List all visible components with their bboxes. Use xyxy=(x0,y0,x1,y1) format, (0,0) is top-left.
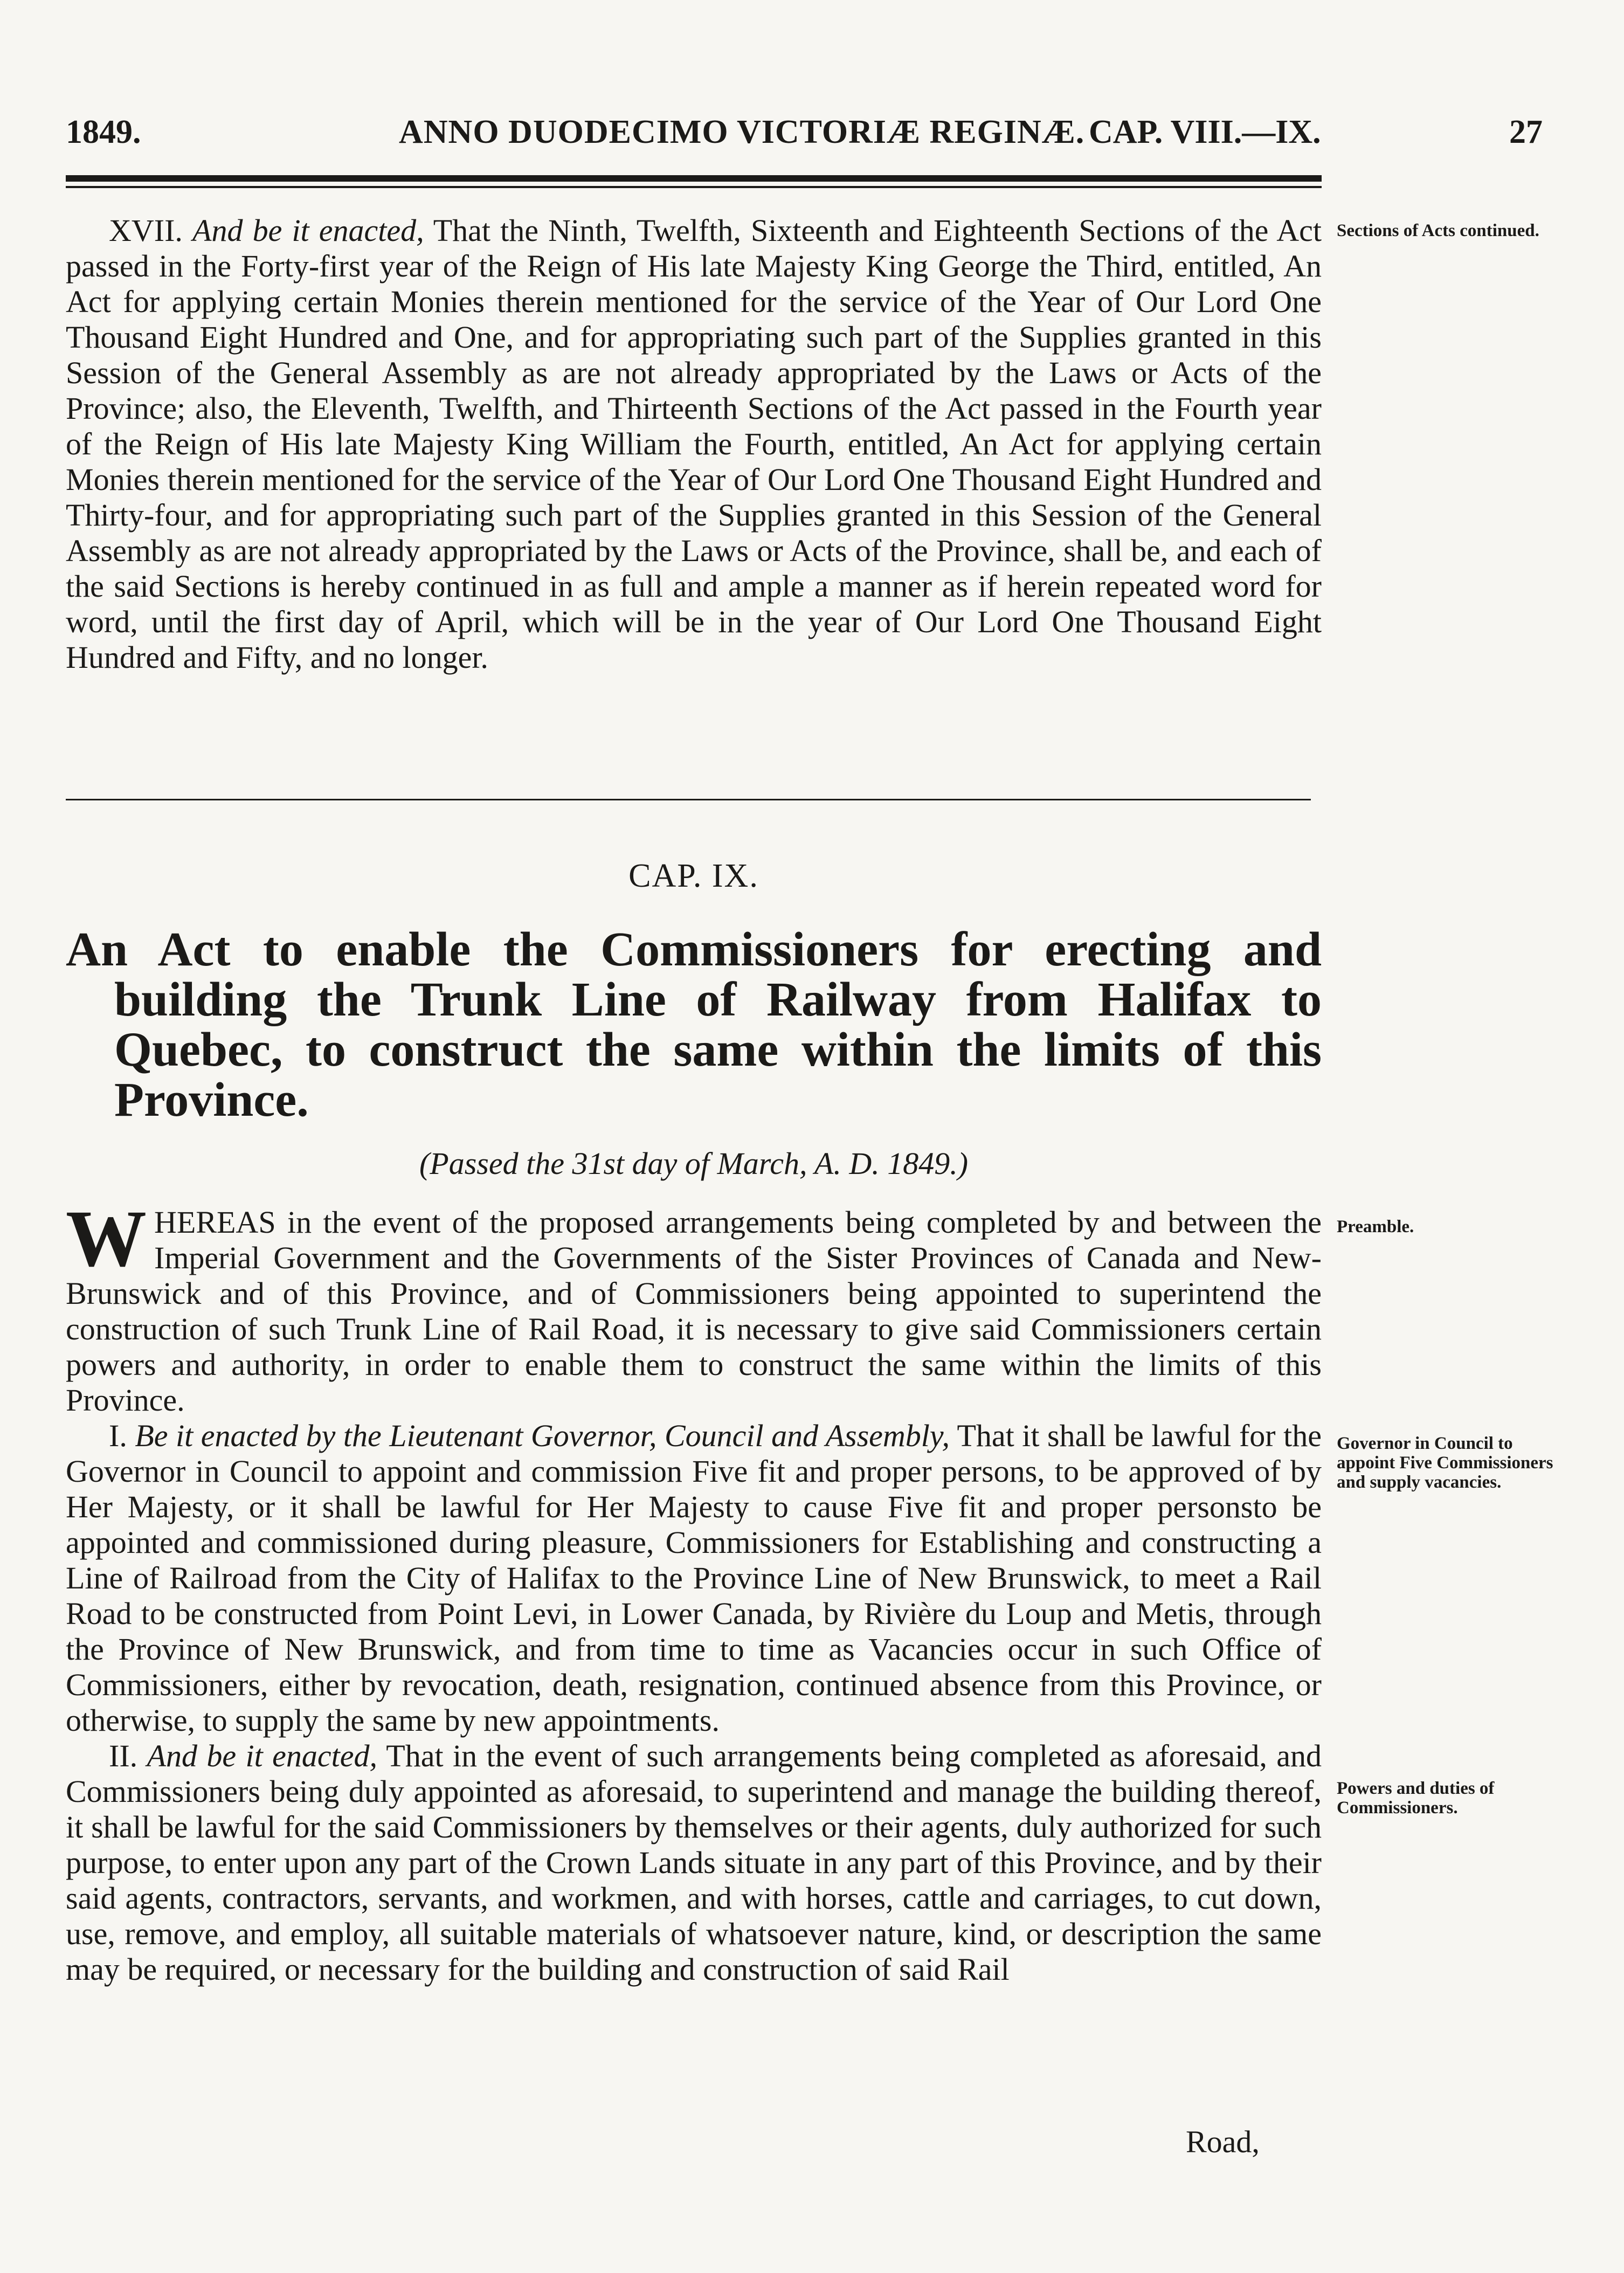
chapter-heading: CAP. IX. xyxy=(628,858,759,894)
section-number: II. xyxy=(109,1738,138,1773)
preamble-text: HEREAS in the event of the proposed arrangements being completed by and between the Imperial Government and the Governments of the Sister Provinces of Canada and New-Brunswick and of this Province, and of Commissioners being appointed to superintend the construction of such Trunk Line of Rail Road, it is necessary to give said Commissioners certain powers and authority, in order to enable them to construct the same within the limits of this Province. xyxy=(66,1205,1322,1418)
drop-cap: W xyxy=(66,1194,147,1283)
header-rule-thin xyxy=(66,186,1322,188)
section-text: That the Ninth, Twelfth, Sixteenth and Eighteenth Sections of the Act passed in the Forty-first year of the Reign of His late Majesty King George the Third, entitled, An Act for applying certain Monies therein mentioned for the service of the Year of Our Lord One Thousand Eight Hundred and One, and for appropriating such part of the Supplies granted in this Session of the General Assembly as are not already appropriated by the Laws or Acts of the Province; also, the Eleventh, Twelfth, and Thirteenth Sections of the Act passed in the Fourth year of the Reign of His late Majesty King William the Fourth, entitled, An Act for applying certain Monies therein mentioned for the service of the Year of Our Lord One Thousand Eight Hundred and Thirty-four, and for appropriating such part of the Supplies granted in this Session of the General Assembly as are not already appropriated by the Laws or Acts of the Province, shall be, and each of the said Sections is hereby continued in as full and ample a manner as if herein repeated word for word, until the first day of April, which will be in the year of Our Lord One Thousand Eight Hundred and Fifty, and no longer. xyxy=(66,213,1322,675)
act-title: An Act to enable the Commissioners for erecting and building the Trunk Line of Railway from Halifax to Quebec, to construct the same within the limits of this Province. xyxy=(66,923,1322,1127)
section-text: That it shall be lawful for the Governor in Council to appoint and commission Five fit and proper persons, to be approved of by Her Majesty, or it shall be lawful for Her Majesty to cause Five fit and proper personsto be appointed and commissioned during pleasure, Commissioners for Establishing and constructing a Line of Railroad from the City of Halifax to the Province Line of New Brunswick, to meet a Rail Road to be constructed from Point Levi, in Lower Canada, by Rivière du Loup and Metis, through the Province of New Brunswick, and from time to time as Vacancies occur in such Office of Commissioners, either by revocation, death, resignation, continued absence from this Province, or otherwise, to supply the same by new appointments. xyxy=(66,1418,1322,1738)
header-title: ANNO DUODECIMO VICTORIÆ REGINÆ. xyxy=(399,114,1085,150)
section-17 xyxy=(66,213,1322,675)
section-1 xyxy=(66,1418,1322,1738)
catchword: Road, xyxy=(1186,2124,1260,2159)
chapter-body xyxy=(66,1194,1322,1987)
chapter-separator xyxy=(66,799,1311,800)
enacting-words: And be it enacted, xyxy=(147,1738,377,1773)
header-chapters: CAP. VIII.—IX. xyxy=(1089,114,1321,150)
margin-note-powers: Powers and duties of Commissioners. xyxy=(1337,1779,1495,1818)
enacting-words: Be it enacted by the Lieutenant Governor, Council and Assembly, xyxy=(135,1418,950,1453)
page-number: 27 xyxy=(1509,114,1543,150)
enacting-words: And be it enacted, xyxy=(192,213,424,248)
margin-note-governor: Governor in Council to appoint Five Commissioners and supply vacancies. xyxy=(1337,1434,1553,1492)
section-text: That in the event of such arrangements being completed as aforesaid, and Commissioners being duly appointed as aforesaid, to superintend and manage the building thereof, it shall be lawful for the said Commissioners by themselves or their agents, duly authorized for such purpose, to enter upon any part of the Crown Lands situate in any part of this Province, and by their said agents, contractors, servants, and workmen, and with horses, cattle and carriages, to cut down, use, remove, and employ, all suitable materials of whatsoever nature, kind, or description the same may be required, or necessary for the building and construction of said Rail xyxy=(66,1738,1322,1987)
preamble-paragraph xyxy=(66,1194,1322,1418)
section-number: I. xyxy=(109,1418,127,1453)
section-number: XVII. xyxy=(109,213,183,248)
margin-note-sections-continued: Sections of Acts continued. xyxy=(1337,221,1539,240)
header-rule-thick xyxy=(66,175,1322,182)
passed-date: (Passed the 31st day of March, A. D. 1849.) xyxy=(419,1146,969,1181)
header-year: 1849. xyxy=(66,114,141,150)
section-2 xyxy=(66,1738,1322,1987)
margin-note-preamble: Preamble. xyxy=(1337,1217,1414,1236)
